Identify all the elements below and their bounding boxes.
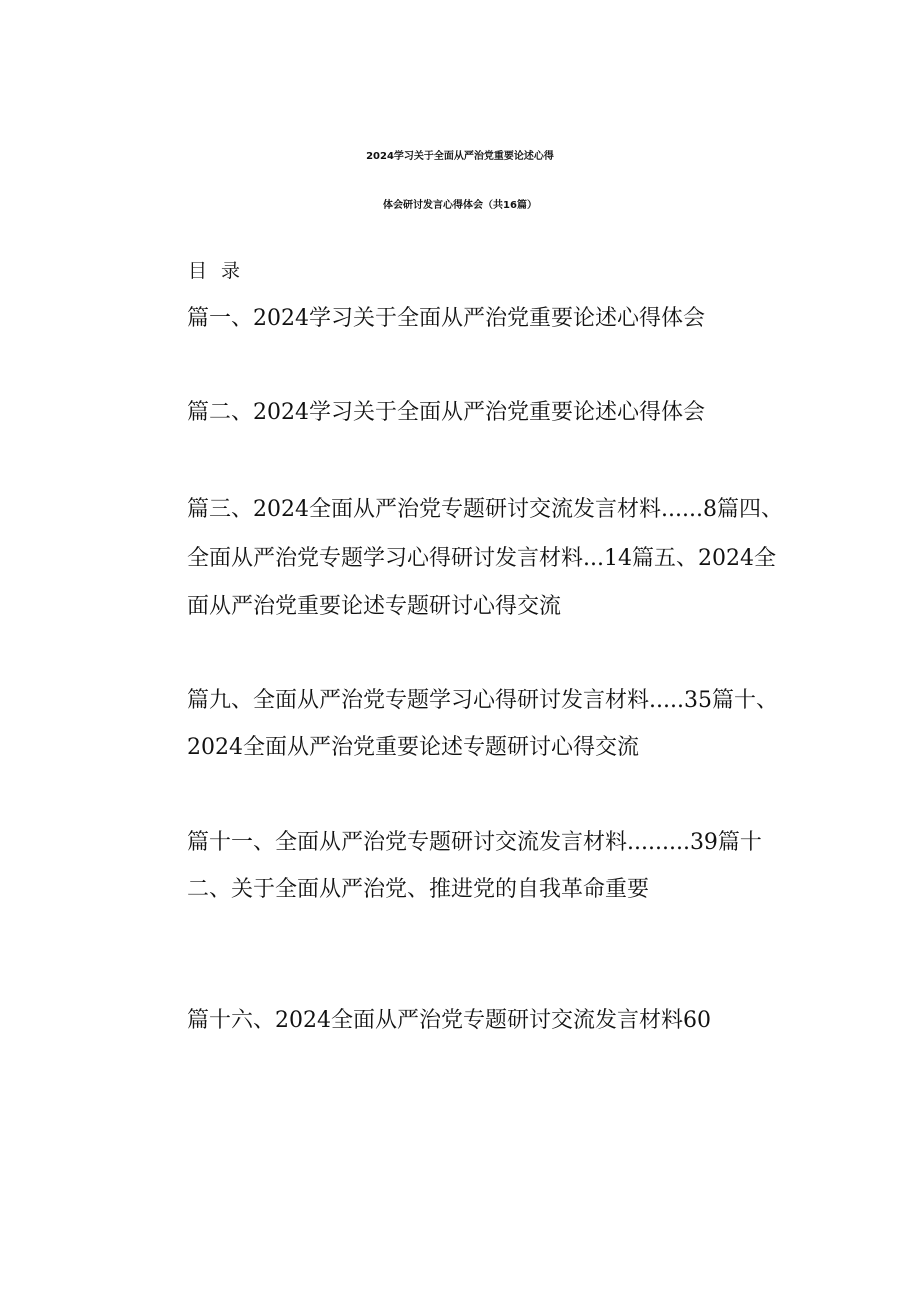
document-title-line-2: 体会研讨发言心得体会（共16篇） xyxy=(383,200,537,211)
toc-entry[interactable]: 全面从严治党专题学习心得研讨发言材料...14篇五、2024全 xyxy=(187,546,776,571)
toc-entry[interactable]: 篇三、2024全面从严治党专题研讨交流发言材料......8篇四、 xyxy=(187,497,783,522)
toc-entry[interactable]: 篇十六、2024全面从严治党专题研讨交流发言材料60 xyxy=(187,1008,711,1033)
toc-entry[interactable]: 篇九、全面从严治党专题学习心得研讨发言材料.....35篇十、 xyxy=(187,688,778,713)
toc-entry[interactable]: 篇二、2024学习关于全面从严治党重要论述心得体会 xyxy=(187,400,705,425)
toc-entry[interactable]: 篇十一、全面从严治党专题研讨交流发言材料.........39篇十 xyxy=(187,830,762,855)
document-title-line-1: 2024学习关于全面从严治党重要论述心得 xyxy=(366,151,554,162)
toc-entry[interactable]: 面从严治党重要论述专题研讨心得交流 xyxy=(187,594,562,619)
toc-entry[interactable]: 篇一、2024学习关于全面从严治党重要论述心得体会 xyxy=(187,306,705,331)
toc-heading: 目 录 xyxy=(188,260,245,282)
toc-entry[interactable]: 2024全面从严治党重要论述专题研讨心得交流 xyxy=(187,735,639,760)
toc-entry[interactable]: 二、关于全面从严治党、推进党的自我革命重要 xyxy=(187,877,650,902)
